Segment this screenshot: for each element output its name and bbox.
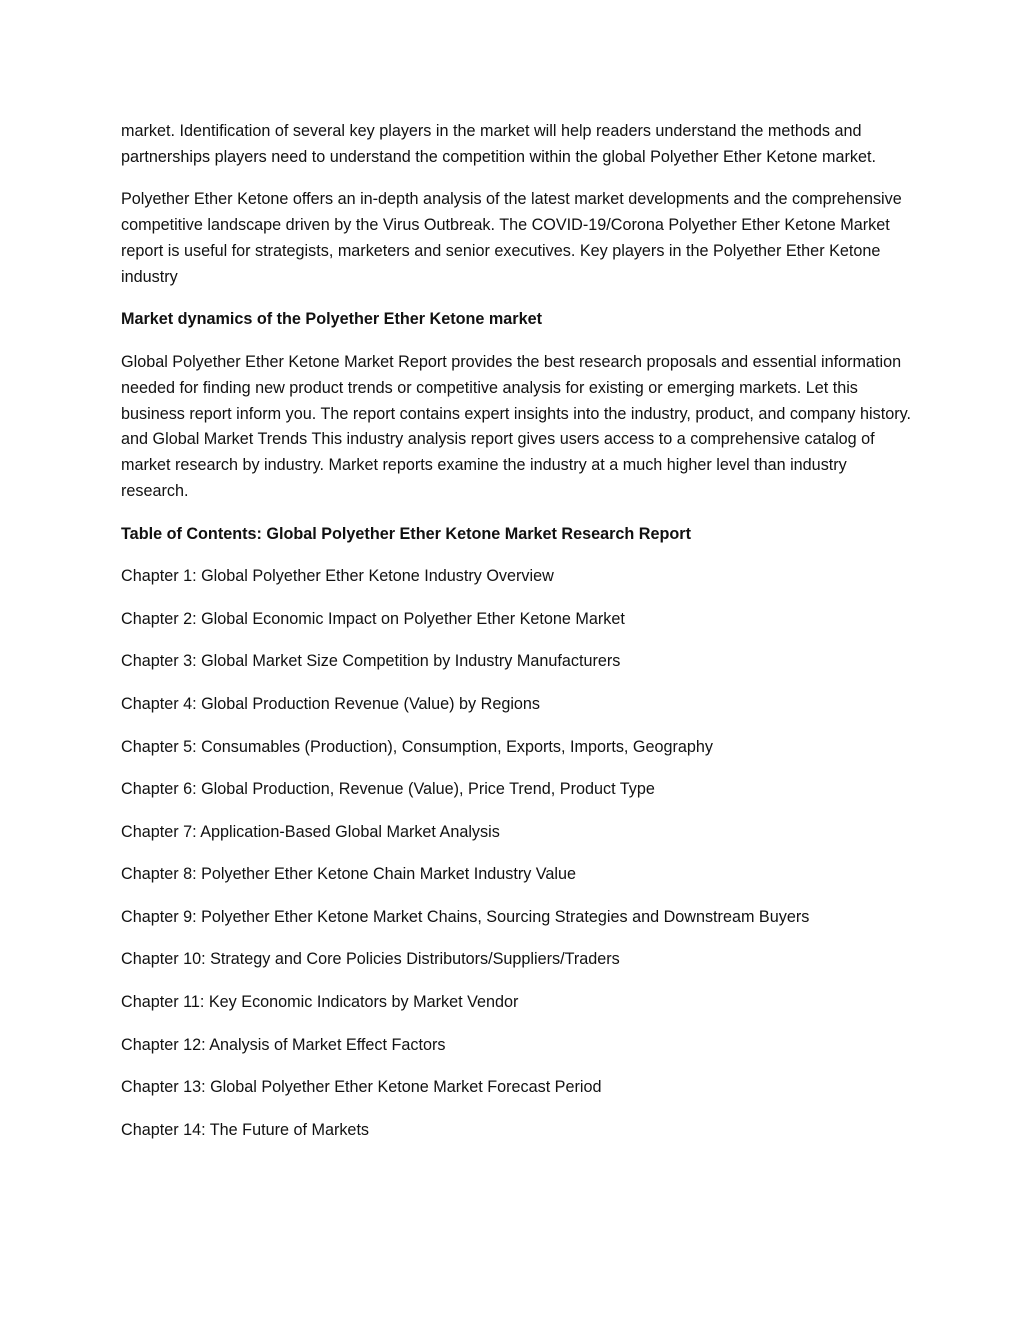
chapter-item-5: Chapter 5: Consumables (Production), Consumption, Exports, Imports, Geography [121,737,714,756]
intro-paragraph: market. Identification of several key players in the market will help readers understand the methods and partnerships players need to understand the competition within the global Polyether Ether Ketone market. [121,122,876,166]
chapter-item-2: Chapter 2: Global Economic Impact on Polyether Ether Ketone Market [121,609,625,628]
market-dynamics-heading: Market dynamics of the Polyether Ether Ketone market [121,310,543,329]
chapter-item-10: Chapter 10: Strategy and Core Policies Distributors/Suppliers/Traders [121,950,620,969]
chapter-item-9: Chapter 9: Polyether Ether Ketone Market Chains, Sourcing Strategies and Downstream Buyers [121,907,810,926]
report-paragraph: Global Polyether Ether Ketone Market Report provides the best research proposals and essential information needed for finding new product trends or competitive analysis for existing or emerging markets. Let this business report inform you. The report contains expert insights into the industry, product, and company history. and Global Market Trends This industry analysis report gives users access to a comprehensive catalog of market research by industry. Market reports examine the industry at a much higher level than industry research. [121,352,911,500]
document-body [121,119,911,1160]
chapter-item-8: Chapter 8: Polyether Ether Ketone Chain Market Industry Value [121,865,576,884]
chapter-item-6: Chapter 6: Global Production, Revenue (Value), Price Trend, Product Type [121,780,655,799]
table-of-contents-heading: Table of Contents: Global Polyether Ether Ketone Market Research Report [121,524,691,543]
overview-paragraph: Polyether Ether Ketone offers an in-depth analysis of the latest market developments and the comprehensive competitive landscape driven by the Virus Outbreak. The COVID-19/Corona Polyether Ether Ketone Market report is useful for strategists, marketers and senior executives. Key players in the Polyether Ether Ketone industry [121,190,902,286]
chapter-item-1: Chapter 1: Global Polyether Ether Ketone Industry Overview [121,567,554,586]
chapter-item-7: Chapter 7: Application-Based Global Market Analysis [121,822,500,841]
chapter-item-4: Chapter 4: Global Production Revenue (Value) by Regions [121,694,541,713]
chapter-list [121,564,911,1144]
chapter-item-3: Chapter 3: Global Market Size Competition by Industry Manufacturers [121,652,621,671]
chapter-item-11: Chapter 11: Key Economic Indicators by Market Vendor [121,993,519,1012]
chapter-item-12: Chapter 12: Analysis of Market Effect Factors [121,1035,446,1054]
chapter-item-13: Chapter 13: Global Polyether Ether Ketone Market Forecast Period [121,1078,602,1097]
chapter-item-14: Chapter 14: The Future of Markets [121,1120,370,1139]
